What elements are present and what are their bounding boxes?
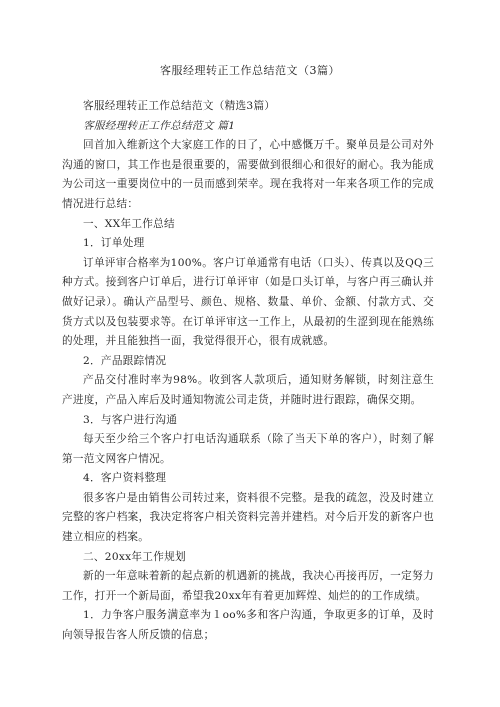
heading-customer-records: 4．客户资料整理 [83, 472, 167, 485]
heading-work-plan: 二、20xx年工作规划 [83, 550, 186, 563]
paragraph-work-plan: 新的一年意味着新的起点新的机遇新的挑战，我决心再接再厉，一定努力工作，打开一个新局面，希望我20xx年有着更加辉煌、灿烂的的工作成绩。 [62, 570, 434, 602]
heading-year-summary: 一、XX年工作总结 [83, 217, 175, 230]
heading-order-processing: 1．订单处理 [83, 237, 145, 250]
paragraph-customer-communication: 每天至少给三个客户打电话沟通联系（除了当天下单的客户），时刻了解第一范文网客户情况。 [62, 433, 434, 465]
heading-customer-communication: 3．与客户进行沟通 [83, 413, 178, 426]
paragraph-intro: 回首加入维新这个大家庭工作的日了，心中感慨万千。聚单员是公司对外沟通的窗口，其工作也是很重要的，需要做到很细心和很好的耐心。我为能成为公司这一重要岗位中的一员而感到荣幸。现在我将对一年来各项工作的完成情况进行总结： [62, 139, 434, 210]
document-title: 客服经理转正工作总结范文（3篇） [160, 64, 340, 77]
section-heading-part1: 客服经理转正工作总结范文 篇1 [83, 119, 236, 132]
subtitle: 客服经理转正工作总结范文（精选3篇） [83, 100, 276, 112]
paragraph-customer-records: 很多客户是由销售公司转过来，资料很不完整。是我的疏忽，没及时建立完整的客户档案，我决定将客户相关资料完善并建档。对今后开发的新客户也建立相应的档案。 [62, 491, 434, 544]
document-body [62, 97, 434, 646]
paragraph-order-processing: 订单评审合格率为100%。客户订单通常有电话（口头）、传真以及QQ三种方式。接到客户订单后，进行订单评审（如是口头订单，与客户再三确认并做好记录）。确认产品型号、颜色、规格、数量、单价、金额、付款方式、交货方式以及包装要求等。在订单评审这一工作上，从最初的生涩到现在能熟练的处理，并且能独挡一面，我觉得很开心，很有成就感。 [62, 256, 434, 348]
paragraph-product-tracking: 产品交付准时率为98%。收到客人款项后，通知财务解锁，时刻注意生产进度，产品入库后及时通知物流公司走货，并随时进行跟踪，确保交期。 [62, 374, 434, 406]
paragraph-plan-item-1: 1．力争客户服务满意率为１oo%多和客户沟通，争取更多的订单，及时向领导报告客人所反馈的信息； [62, 609, 434, 642]
heading-product-tracking: 2．产品跟踪情况 [83, 354, 167, 367]
